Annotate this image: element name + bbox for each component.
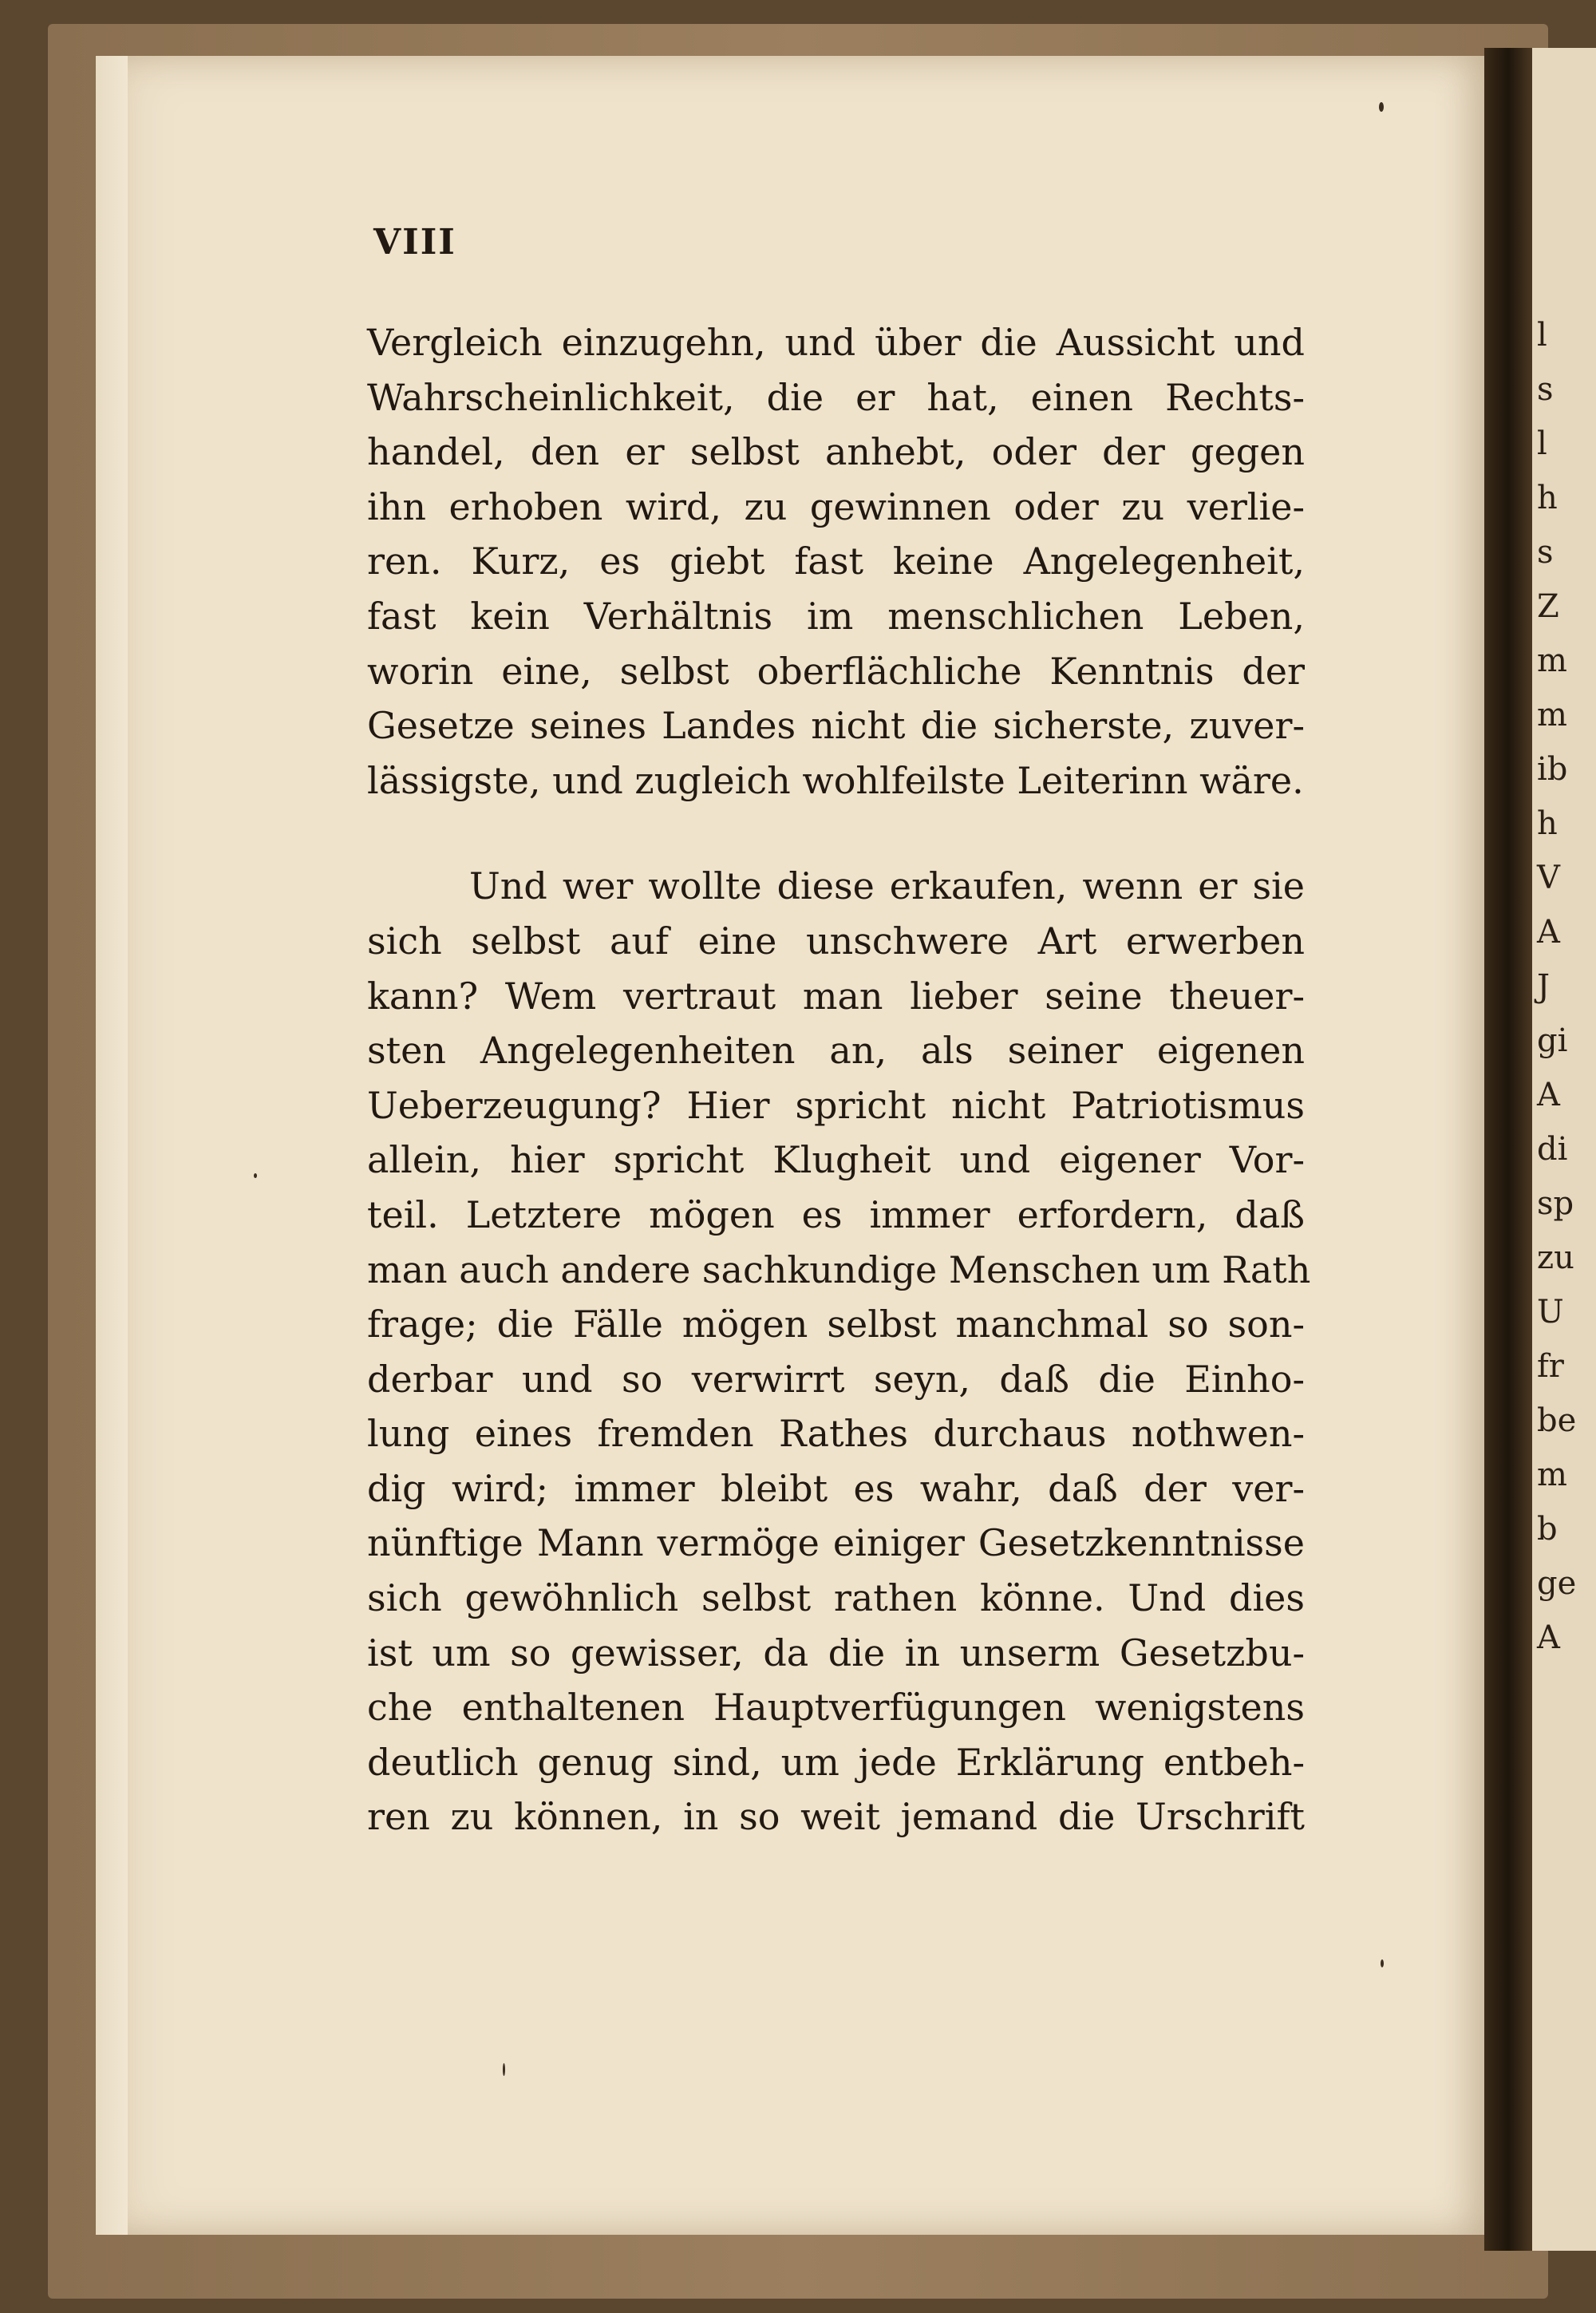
facing-page-fragment: s — [1537, 534, 1554, 571]
facing-page-fragment: ib — [1537, 751, 1568, 788]
text-line: ren. Kurz, es giebt fast keine Angelegenheit, — [367, 540, 1305, 583]
text-line: che enthaltenen Hauptverfügungen wenigstens — [367, 1686, 1305, 1730]
facing-page-fragment: di — [1537, 1131, 1568, 1168]
facing-page-fragment: V — [1537, 860, 1560, 896]
text-line: Und wer wollte diese erkaufen, wenn er sie — [469, 864, 1305, 908]
text-line: allein, hier spricht Klugheit und eigener Vor- — [367, 1138, 1305, 1182]
facing-page-fragment: gi — [1537, 1022, 1568, 1059]
text-line: lässigste, und zugleich wohlfeilste Leiterinn wäre. — [367, 758, 1304, 802]
facing-page-fragment: h — [1537, 805, 1558, 842]
facing-page-fragment: J — [1537, 968, 1551, 1005]
facing-page-fragment: be — [1537, 1402, 1577, 1439]
facing-page-fragment: A — [1537, 1619, 1560, 1656]
paper-speck — [503, 2063, 505, 2076]
facing-page-fragment: fr — [1537, 1348, 1564, 1385]
text-line: kann? Wem vertraut man lieber seine theuer- — [367, 974, 1305, 1018]
facing-page-fragment: h — [1537, 480, 1558, 516]
text-line: handel, den er selbst anhebt, oder der gegen — [367, 430, 1305, 474]
text-line: Vergleich einzugehn, und über die Aussicht und — [367, 321, 1305, 364]
facing-page-fragment: Z — [1537, 588, 1559, 625]
text-line: ren zu können, in so weit jemand die Urschrift — [367, 1795, 1305, 1839]
text-line: sten Angelegenheiten an, als seiner eigenen — [367, 1029, 1305, 1073]
text-line: teil. Letztere mögen es immer erfordern, daß — [367, 1192, 1305, 1236]
text-line: Ueberzeugung? Hier spricht nicht Patriotismus — [367, 1083, 1305, 1127]
paragraph-2 — [367, 859, 1311, 1844]
facing-page-fragment: zu — [1537, 1240, 1574, 1276]
text-line: ist um so gewisser, da die in unserm Gesetzbu- — [367, 1631, 1305, 1674]
paper-speck — [1379, 102, 1384, 112]
text-line: sich gewöhnlich selbst rathen könne. Und dies — [367, 1576, 1305, 1620]
paper-speck — [254, 1173, 257, 1178]
text-line: worin eine, selbst oberflächliche Kenntnis der — [367, 649, 1305, 693]
text-line: sich selbst auf eine unschwere Art erwerben — [367, 919, 1305, 963]
facing-page-fragment: ge — [1537, 1565, 1577, 1602]
paragraph-1 — [367, 315, 1305, 808]
text-line: dig wird; immer bleibt es wahr, daß der ver- — [367, 1466, 1305, 1510]
text-line: derbar und so verwirrt seyn, daß die Einho- — [367, 1357, 1305, 1401]
text-line: Wahrscheinlichkeit, die er hat, einen Rechts- — [367, 375, 1305, 419]
facing-page-fragment: m — [1537, 697, 1567, 733]
page-stack-edge — [96, 56, 128, 2235]
facing-page-fragment: m — [1537, 1457, 1567, 1493]
facing-page-fragment: l — [1537, 317, 1547, 354]
page-body-text — [367, 315, 1311, 1844]
text-line: Gesetze seines Landes nicht die sicherste, zuver- — [367, 704, 1305, 748]
text-line: frage; die Fälle mögen selbst manchmal so son- — [367, 1303, 1305, 1346]
facing-page-fragment: l — [1537, 425, 1547, 462]
facing-page-fragment: A — [1537, 1077, 1560, 1113]
text-line: fast kein Verhältnis im menschlichen Leben, — [367, 594, 1305, 638]
text-line: deutlich genug sind, um jede Erklärung entbeh- — [367, 1740, 1305, 1784]
facing-page-edge — [1532, 48, 1596, 2251]
book-gutter — [1484, 48, 1532, 2251]
facing-page-fragment: b — [1537, 1511, 1558, 1548]
text-line: nünftige Mann vermöge einiger Gesetzkenntnisse — [367, 1521, 1305, 1565]
text-line: man auch andere sachkundige Menschen um Rath — [367, 1247, 1311, 1291]
text-line: lung eines fremden Rathes durchaus nothwen- — [367, 1412, 1305, 1456]
facing-page-fragment: s — [1537, 371, 1554, 408]
facing-page-fragment: A — [1537, 914, 1560, 951]
text-line: ihn erhoben wird, zu gewinnen oder zu verlie- — [367, 484, 1305, 528]
paragraph-gap — [367, 808, 1305, 859]
facing-page-fragment: U — [1537, 1294, 1564, 1330]
paper-speck — [1381, 1959, 1384, 1967]
page-number: VIII — [373, 222, 456, 263]
facing-page-fragment: sp — [1537, 1185, 1574, 1222]
facing-page-fragment: m — [1537, 642, 1567, 679]
